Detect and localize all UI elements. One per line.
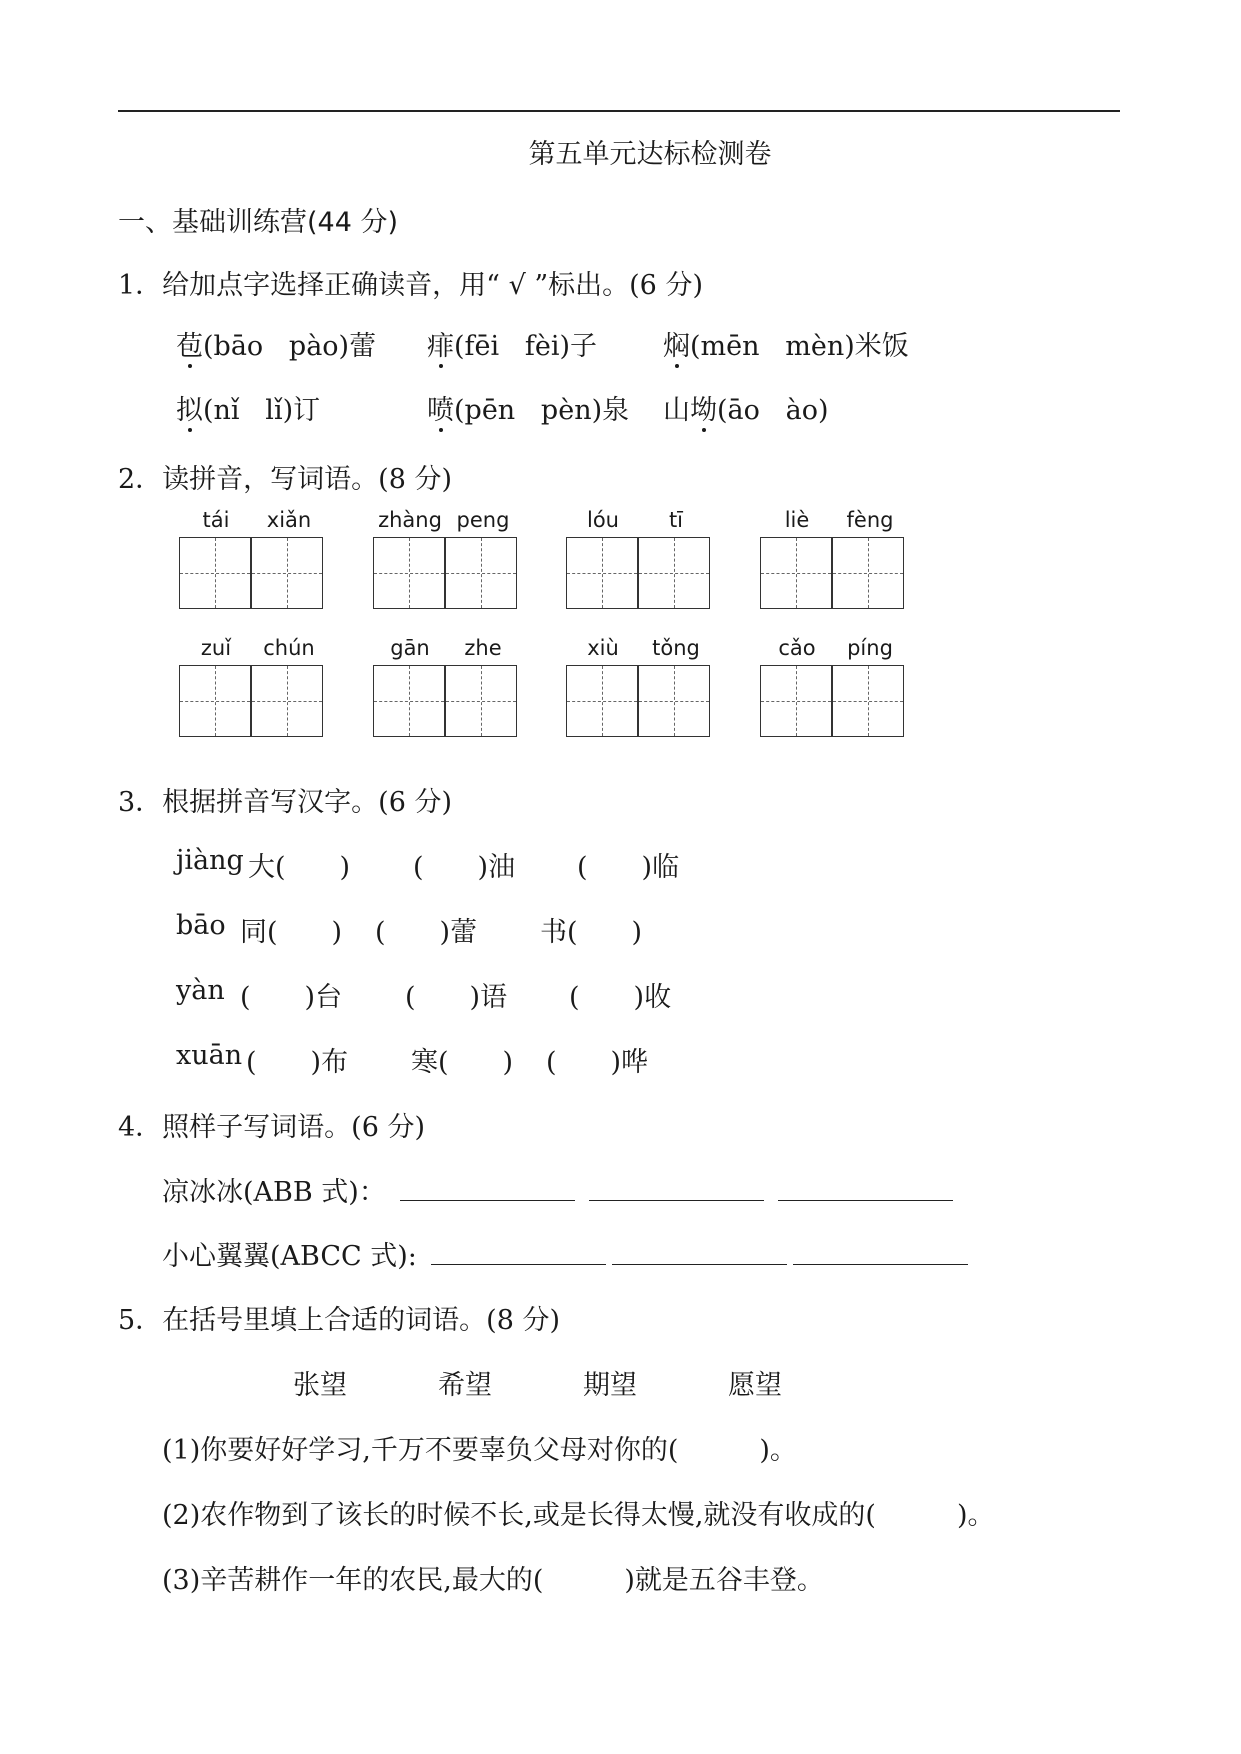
writing-box[interactable] [638,537,710,609]
q3-pinyin: bāo [176,910,226,941]
writing-box[interactable] [445,665,517,737]
q3-prompt: 3．根据拼音写汉字。(6 分) [118,787,453,818]
q3-pinyin: jiàng [176,845,244,876]
pinyin-label: fèng [846,508,894,532]
answer-line[interactable] [612,1240,787,1265]
q3-blank[interactable]: ( )语 [405,982,508,1013]
writing-box[interactable] [373,665,445,737]
page-title: 第五单元达标检测卷 [528,139,772,170]
answer-line[interactable] [431,1240,606,1265]
writing-box[interactable] [832,665,904,737]
pinyin-label: xiù [587,636,619,660]
q3-pinyin: yàn [176,975,225,1006]
pinyin-label: lóu [587,508,619,532]
q3-blank[interactable]: ( )哗 [546,1047,649,1078]
writing-box[interactable] [832,537,904,609]
q3-blank[interactable]: 书( ) [540,917,643,948]
pinyin-label: zuǐ [200,636,232,660]
pinyin-label: zhe [464,636,502,660]
pinyin-label: zhàng [378,508,442,532]
writing-box[interactable] [760,665,832,737]
answer-line[interactable] [778,1176,953,1201]
q4-prompt: 4．照样子写词语。(6 分) [118,1112,426,1143]
q3-blank[interactable]: 同( ) [240,917,343,948]
q5-sentence: (1)你要好好学习,千万不要辜负父母对你的( )。 [162,1435,797,1466]
q4-line-abb [162,1170,953,1209]
pinyin-label: xiǎn [266,508,312,532]
q5-sentence: (2)农作物到了该长的时候不长,或是长得太慢,就没有收成的( )。 [162,1500,995,1531]
q3-pinyin: xuān [176,1040,243,1071]
writing-box[interactable] [179,665,251,737]
q1-item: 痱(fēi fèi)子 [427,331,598,362]
q5-sentence: (3)辛苦耕作一年的农民,最大的( )就是五谷丰登。 [162,1565,824,1596]
answer-line[interactable] [589,1176,764,1201]
answer-line[interactable] [793,1240,968,1265]
q4-abb-label: 凉冰冰(ABB 式)： [162,1177,386,1208]
writing-box[interactable] [566,537,638,609]
q3-blank[interactable]: ( )油 [413,852,516,883]
section-heading: 一、基础训练营(44 分) [118,207,399,238]
q3-blank[interactable]: ( )临 [577,852,680,883]
writing-box[interactable] [373,537,445,609]
q3-blank[interactable]: ( )台 [240,982,343,1013]
pinyin-label: píng [847,636,893,660]
q3-blank[interactable]: ( )蕾 [375,917,478,948]
pinyin-label: cǎo [778,636,816,660]
word-choice: 张望 [293,1370,347,1401]
q1-item: 喷(pēn pèn)泉 [427,395,630,426]
q2-prompt: 2．读拼音，写词语。(8 分) [118,464,453,495]
writing-box[interactable] [445,537,517,609]
q1-prompt: 1．给加点字选择正确读音，用“ √ ”标出。(6 分) [118,270,703,301]
pinyin-label: liè [784,508,810,532]
q3-blank[interactable]: ( )布 [246,1047,349,1078]
q4-abcc-label: 小心翼翼(ABCC 式): [162,1241,417,1272]
answer-line[interactable] [400,1176,575,1201]
writing-box[interactable] [251,665,323,737]
top-rule [118,110,1120,112]
q1-item: 山坳(āo ào) [663,395,829,426]
q1-item: 苞(bāo pào)蕾 [176,331,377,362]
writing-box[interactable] [251,537,323,609]
pinyin-label: tī [668,508,684,532]
q3-blank[interactable]: 大( ) [248,852,351,883]
pinyin-label: tǒng [652,636,700,660]
q1-item: 拟(nǐ lǐ)订 [176,395,321,426]
writing-box[interactable] [638,665,710,737]
word-choice: 愿望 [728,1370,782,1401]
pinyin-label: peng [456,508,510,532]
word-choice: 期望 [583,1370,637,1401]
q3-blank[interactable]: ( )收 [569,982,672,1013]
pinyin-label: tái [202,508,230,532]
word-choice: 希望 [438,1370,492,1401]
q5-prompt: 5．在括号里填上合适的词语。(8 分) [118,1305,561,1336]
pinyin-label: chún [263,636,315,660]
writing-box[interactable] [179,537,251,609]
writing-box[interactable] [566,665,638,737]
q4-line-abcc [162,1234,968,1273]
writing-box[interactable] [760,537,832,609]
q1-item: 焖(mēn mèn)米饭 [663,331,909,362]
q3-blank[interactable]: 寒( ) [411,1047,514,1078]
pinyin-label: gān [390,636,430,660]
